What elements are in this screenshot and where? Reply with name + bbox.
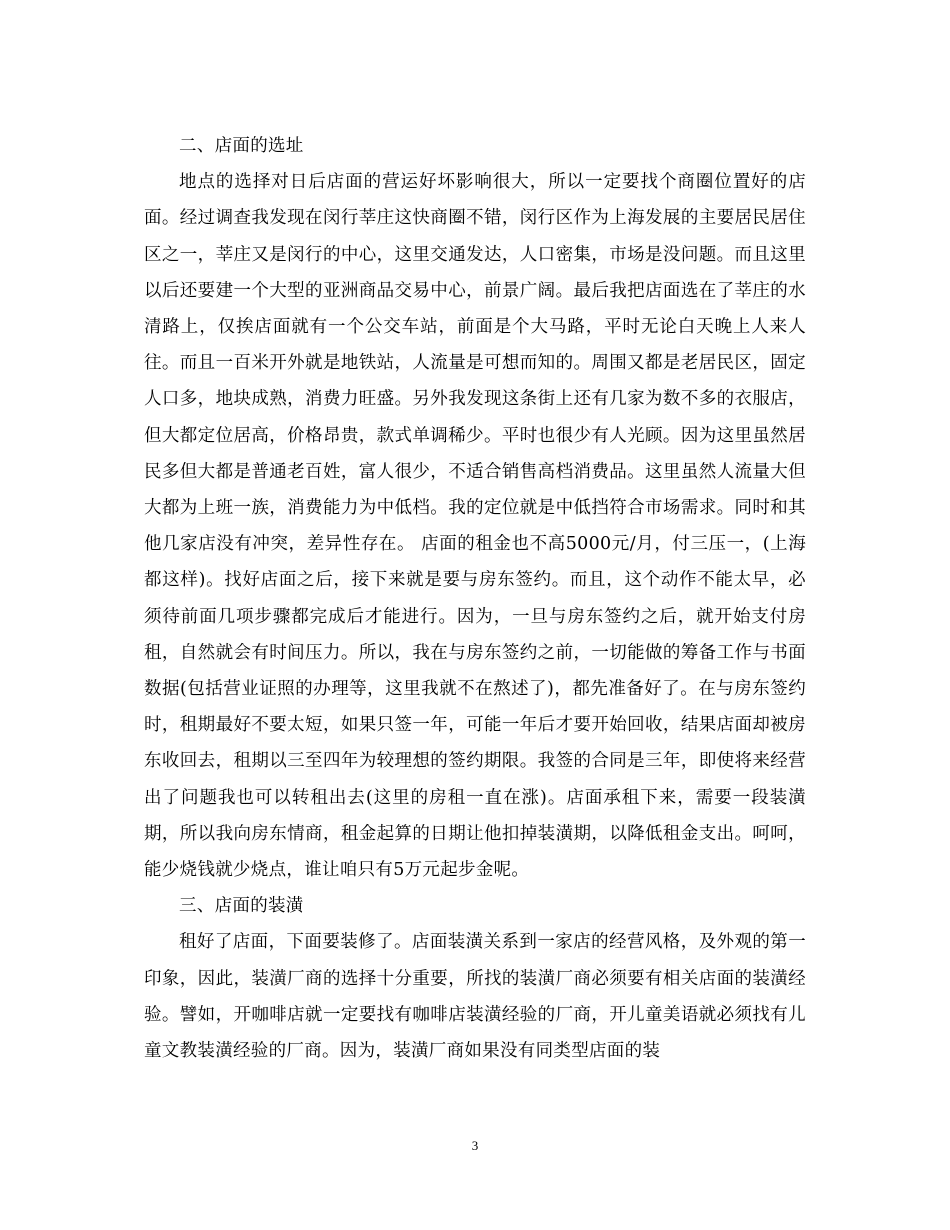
section-heading-site-selection: 二、店面的选址	[179, 136, 304, 156]
page-number: 3	[471, 1138, 479, 1153]
page-content	[144, 128, 806, 1069]
paragraph-decoration: 租好了店面，下面要装修了。店面装潢关系到一家店的经营风格，及外观的第一印象，因此，装潢厂商的选择十分重要，所找的装潢厂商必须要有相关店面的装潢经验。譬如，开咖啡店就一定要找有咖啡店装潢经验的厂商，开儿童美语就必须找有儿童文教装潢经验的厂商。因为，装潢厂商如果没有同类型店面的装	[144, 932, 806, 1062]
section-heading-decoration: 三、店面的装潢	[179, 896, 304, 917]
paragraph-site-selection: 地点的选择对日后店面的营运好坏影响很大，所以一定要找个商圈位置好的店面。经过调查我发现在闵行莘庄这快商圈不错，闵行区作为上海发展的主要居民居住区之一，莘庄又是闵行的中心，这里交通发达，人口密集，市场是没问题。而且这里以后还要建一个大型的亚洲商品交易中心，前景广阔。最后我把店面选在了莘庄的水清路上，仅挨店面就有一个公交车站，前面是个大马路，平时无论白天晚上人来人往。而且一百米开外就是地铁站，人流量是可想而知的。周围又都是老居民区，固定人口多，地块成熟，消费力旺盛。另外我发现这条街上还有几家为数不多的衣服店，但大都定位居高，价格昂贵，款式单调稀少。平时也很少有人光顾。因为这里虽然居民多但大都是普通老百姓，富人很少，不适合销售高档消费品。这里虽然人流量大但大都为上班一族，消费能力为中低档。我的定位就是中低挡符合市场需求。同时和其他几家店没有冲突，差异性存在。 店面的租金也不高5000元/月，付三压一，(上海都这样)。找好店面之后，接下来就是要与房东签约。而且，这个动作不能太早，必须待前面几项步骤都完成后才能进行。因为，一旦与房东签约之后，就开始支付房租，自然就会有时间压力。所以，我在与房东签约之前，一切能做的筹备工作与书面数据(包括营业证照的办理等，这里我就不在熬述了)，都先准备好了。在与房东签约时，租期最好不要太短，如果只签一年，可能一年后才要开始回收，结果店面却被房东收回去，租期以三至四年为较理想的签约期限。我签的合同是三年，即使将来经营出了问题我也可以转租出去(这里的房租一直在涨)。店面承租下来，需要一段装潢期，所以我向房东情商，租金起算的日期让他扣掉装潢期，以降低租金支出。呵呵，能少烧钱就少烧点，谁让咱只有5万元起步金呢。	[144, 172, 806, 881]
